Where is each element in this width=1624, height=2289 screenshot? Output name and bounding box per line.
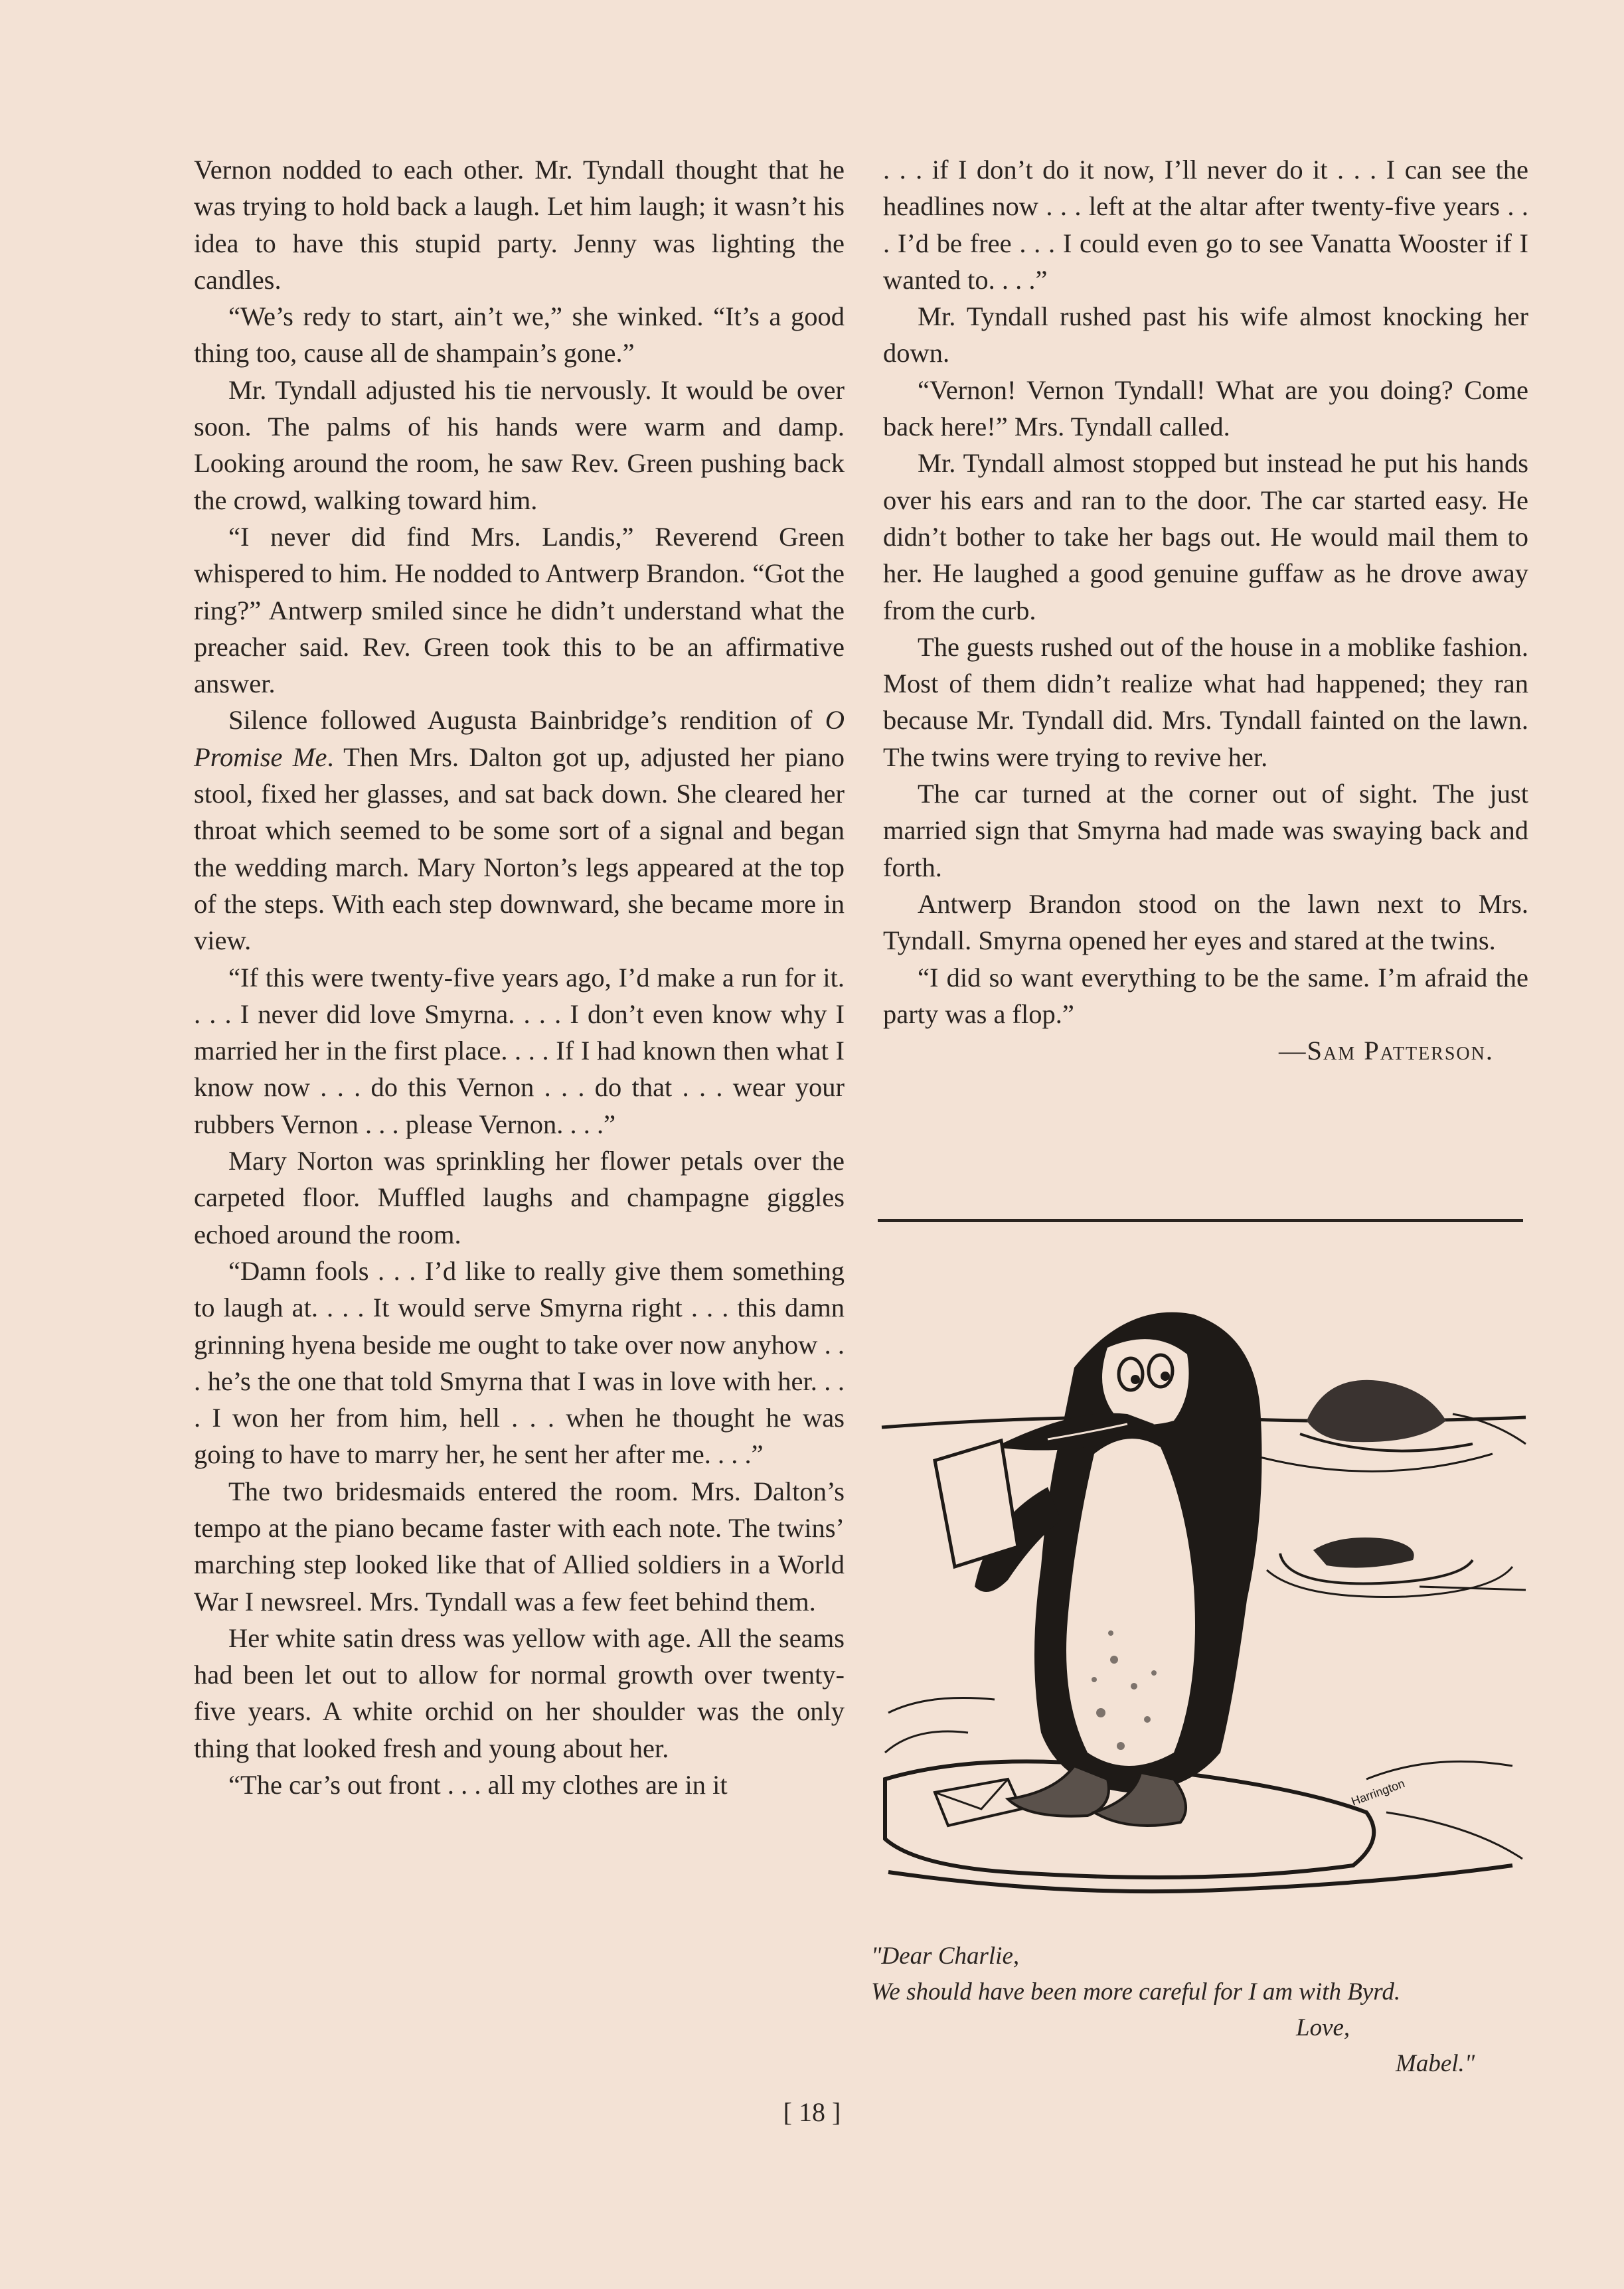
story-column-left <box>194 151 845 1803</box>
story-paragraph: “The car’s out front . . . all my clothes are in it <box>228 1770 728 1800</box>
story-paragraph: Vernon nodded to each other. Mr. Tyndall thought that he was trying to hold back a laugh. Let him laugh; it wasn’t his idea to have this stupid party. Jenny was lighting the candles. <box>194 155 845 295</box>
story-paragraph: Her white satin dress was yellow with age. All the seams had been let out to allow for normal growth over twenty-five years. A white orchid on her shoulder was the only thing that looked fresh and young about her. <box>194 1622 845 1763</box>
story-paragraph: Silence followed Augusta Bainbridge’s rendition of O Promise Me. Then Mrs. Dalton got up, adjusted her piano stool, fixed her glasses, and sat back down. She cleared her throat which seemed to be some sort of a signal and began the wedding march. Mary Norton’s legs appeared at the top of the steps. With each step downward, she became more in view. <box>194 705 845 956</box>
story-paragraph: The car turned at the corner out of sight. The just married sign that Smyrna had made was swaying back and forth. <box>883 779 1528 882</box>
story-paragraph: “I did so want everything to be the same. I’m afraid the party was a flop.” <box>883 962 1528 1029</box>
caption-salutation: "Dear Charlie, <box>871 1942 1020 1970</box>
story-paragraph: Mr. Tyndall rushed past his wife almost knocking her down. <box>883 301 1528 368</box>
story-paragraph: “Damn fools . . . I’d like to really give them something to laugh at. . . . It would serve Smyrna right . . . this damn grinning hyena beside me ought to take over now anyhow . . . he’s the one that told Smyrna that I was in love with her. . . . I won her from him, hell . . . when he thought he was going to have to marry her, he sent her after me. . . .” <box>194 1255 845 1470</box>
story-paragraph: The two bridesmaids entered the room. Mrs. Dalton’s tempo at the piano became faster with each note. The twins’ marching step looked like that of Allied soldiers in a World War I newsreel. Mrs. Tyndall was a few feet behind them. <box>194 1476 845 1617</box>
story-paragraph: “Vernon! Vernon Tyndall! What are you doing? Come back here!” Mrs. Tyndall called. <box>883 374 1528 442</box>
story-paragraph: Mr. Tyndall almost stopped but instead he put his hands over his ears and ran to the door. The car started easy. He didn’t bother to take her bags out. He would mail them to her. He laughed a good genuine guffaw as he drove away from the curb. <box>883 448 1528 625</box>
caption-closing: Love, <box>1296 2014 1350 2041</box>
song-title: O Promise Me <box>194 705 845 772</box>
story-column-right <box>883 151 1528 1069</box>
caption-message: We should have been more careful for I am with Byrd. <box>871 1978 1401 2006</box>
story-paragraph: Antwerp Brandon stood on the lawn next to Mrs. Tyndall. Smyrna opened her eyes and stared at the twins. <box>883 888 1528 956</box>
story-paragraph: “If this were twenty-five years ago, I’d make a run for it. . . . I never did love Smyrna. . . . I don’t even know why I married her in the first place. . . . If I had known then what I know now . . . do this Vernon . . . do that . . . wear your rubbers Vernon . . . please Vernon. . . .” <box>194 962 845 1139</box>
cartoon-caption <box>871 1938 1528 2082</box>
section-divider <box>878 1219 1523 1222</box>
penguin-cartoon-illustration <box>875 1288 1532 1925</box>
author-signature: —Sam Patterson. <box>1278 1036 1494 1066</box>
story-paragraph: “We’s redy to start, ain’t we,” she winked. “It’s a good thing too, cause all de shampain’s gone.” <box>194 301 845 368</box>
story-paragraph: “I never did find Mrs. Landis,” Reverend Green whispered to him. He nodded to Antwerp Brandon. “Got the ring?” Antwerp smiled since he didn’t understand what the preacher said. Rev. Green took this to be an affirmative answer. <box>194 521 845 699</box>
cartoonist-signature: Harrington <box>1349 1776 1407 1808</box>
page-number: [ 18 ] <box>783 2097 841 2127</box>
story-paragraph: The guests rushed out of the house in a moblike fashion. Most of them didn’t realize what had happened; they ran because Mr. Tyndall did. Mrs. Tyndall fainted on the lawn. The twins were trying to revive her. <box>883 631 1528 772</box>
caption-signoff: Mabel." <box>1396 2050 1475 2077</box>
story-paragraph: Mr. Tyndall adjusted his tie nervously. It would be over soon. The palms of his hands were warm and damp. Looking around the room, he saw Rev. Green pushing back the crowd, walking toward him. <box>194 374 845 515</box>
story-paragraph: . . . if I don’t do it now, I’ll never do it . . . I can see the headlines now . . . left at the altar after twenty-five years . . . I’d be free . . . I could even go to see Vanatta Wooster if I wanted to. . . .” <box>883 155 1528 295</box>
story-paragraph: Mary Norton was sprinkling her flower petals over the carpeted floor. Muffled laughs and champagne giggles echoed around the room. <box>194 1146 845 1249</box>
